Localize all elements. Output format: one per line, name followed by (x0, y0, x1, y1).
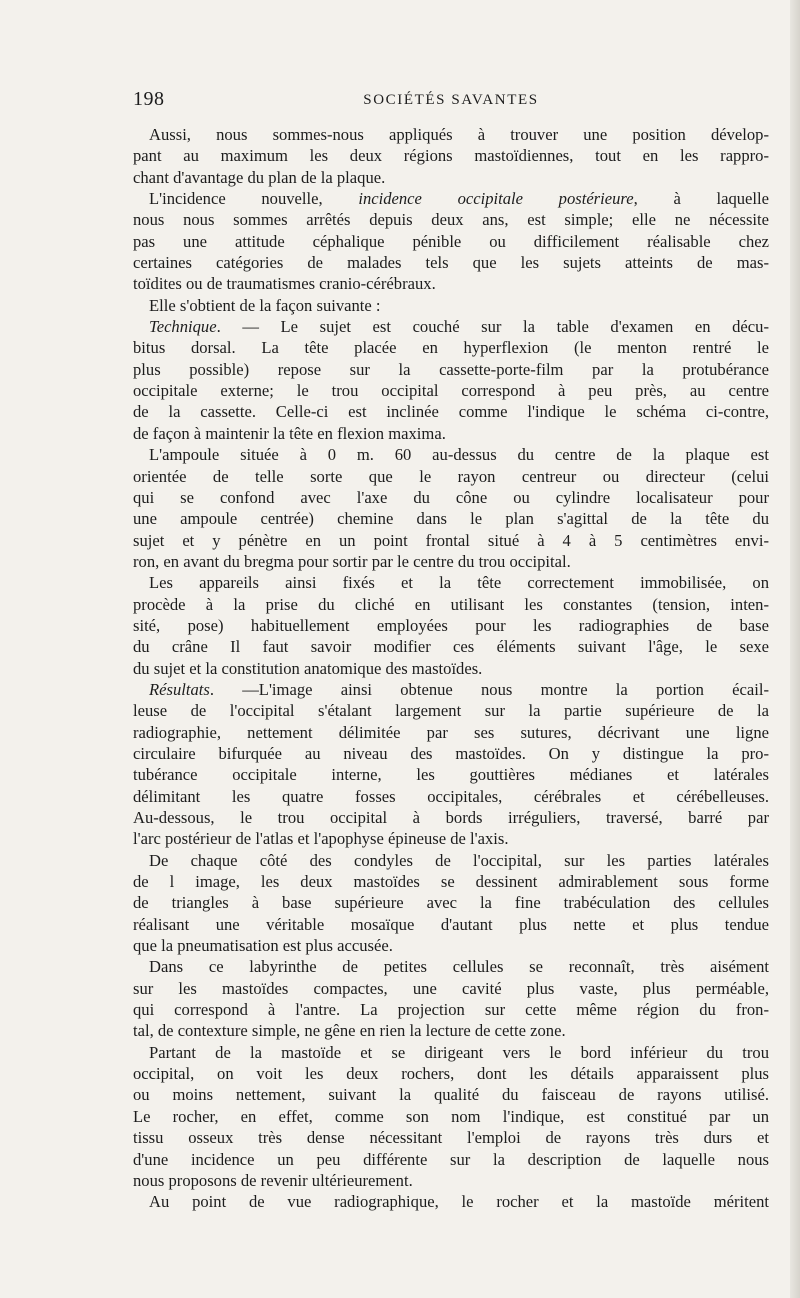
text-line (133, 914, 769, 935)
text-line (133, 423, 769, 444)
text-line (133, 1149, 769, 1170)
text-line (133, 999, 769, 1020)
text-line (133, 252, 769, 273)
text-segment: tissu osseux très dense nécessitant l'emploi de rayons très durs et (133, 1128, 769, 1148)
text-segment: chant d'avantage du plan de la plaque. (133, 167, 386, 187)
text-line (133, 978, 769, 999)
text-line (133, 850, 769, 871)
text-segment: Elle s'obtient de la façon suivante : (149, 295, 381, 315)
text-line (133, 764, 769, 785)
text-line (133, 530, 769, 551)
text-line (133, 615, 769, 636)
text-segment: une ampoule centrée) chemine dans le plan s'agittal de la tête du (133, 509, 769, 529)
text-segment: ou moins nettement, suivant la qualité du faisceau de rayons utilisé. (133, 1085, 769, 1105)
text-segment: Partant de la mastoïde et se dirigeant vers le bord inférieur du trou (149, 1042, 769, 1062)
text-line (133, 828, 769, 849)
text-segment: L'ampoule située à 0 m. 60 au-dessus du centre de la plaque est (149, 445, 769, 465)
text-line (133, 594, 769, 615)
text-segment: certaines catégories de malades tels que les sujets atteints de mas- (133, 253, 769, 273)
text-segment: occipitale externe; le trou occipital correspond à peu près, au centre (133, 381, 769, 401)
text-segment: , à laquelle (633, 189, 769, 209)
page-edge-shadow (790, 0, 800, 1298)
text-line (133, 551, 769, 572)
text-line (133, 807, 769, 828)
text-line (133, 1063, 769, 1084)
text-line (133, 658, 769, 679)
text-segment: délimitant les quatre fosses occipitales, cérébrales et cérébelleuses. (133, 786, 769, 806)
text-line (133, 1170, 769, 1191)
text-segment: ron, en avant du bregma pour sortir par le centre du trou occipital. (133, 551, 571, 571)
text-segment: Le rocher, en effet, comme son nom l'indique, est constitué par un (133, 1106, 769, 1126)
text-segment: qui se confond avec l'axe du cône ou cylindre localisateur pour (133, 487, 769, 507)
text-segment: pant au maximum les deux régions mastoïdiennes, tout en les rappro- (133, 146, 769, 166)
text-line (133, 487, 769, 508)
text-line (133, 316, 769, 337)
text-line (133, 572, 769, 593)
text-line (133, 295, 769, 316)
text-line (133, 359, 769, 380)
text-line (133, 444, 769, 465)
italic-text: Résultats (149, 679, 210, 699)
running-head: SOCIÉTÉS SAVANTES (363, 92, 539, 108)
body-text (133, 124, 769, 1213)
italic-text: Technique (149, 317, 217, 337)
text-line (133, 401, 769, 422)
text-line (133, 337, 769, 358)
text-segment: occipital, on voit les deux rochers, dont les détails apparaissent plus (133, 1064, 769, 1084)
text-segment: qui correspond à l'antre. La projection sur cette même région du fron- (133, 1000, 769, 1020)
text-segment: nous nous sommes arrêtés depuis deux ans, est simple; elle ne nécessite (133, 210, 769, 230)
text-line (133, 1084, 769, 1105)
text-segment: de façon à maintenir la tête en flexion maxima. (133, 423, 446, 443)
text-segment: que la pneumatisation est plus accusée. (133, 936, 393, 956)
text-segment: sur les mastoïdes compactes, une cavité plus vaste, plus perméable, (133, 978, 769, 998)
text-line (133, 679, 769, 700)
text-segment: leuse de l'occipital s'étalant largement sur la partie supérieure de la (133, 701, 769, 721)
text-segment: Au point de vue radiographique, le rocher et la mastoïde méritent (149, 1192, 769, 1212)
text-line (133, 871, 769, 892)
text-segment: Au-dessous, le trou occipital à bords irréguliers, traversé, barré par (133, 808, 769, 827)
page-number: 198 (133, 88, 165, 110)
text-line (133, 466, 769, 487)
text-segment: tubérance occipitale interne, les gouttières médianes et latérales (133, 765, 769, 785)
text-line (133, 1042, 769, 1063)
text-segment: réalisant une véritable mosaïque d'autant plus nette et plus tendue (133, 914, 769, 934)
text-line (133, 167, 769, 188)
text-segment: Dans ce labyrinthe de petites cellules se reconnaît, très aisément (149, 957, 769, 977)
text-line (133, 188, 769, 209)
text-line (133, 231, 769, 252)
text-line (133, 892, 769, 913)
text-line (133, 1127, 769, 1148)
text-segment: d'une incidence un peu différente sur la description de laquelle nous (133, 1149, 769, 1169)
text-segment: De chaque côté des condyles de l'occipital, sur les parties latérales (149, 850, 769, 870)
text-segment: du sujet et la constitution anatomique des mastoïdes. (133, 658, 483, 678)
text-line (133, 935, 769, 956)
text-line (133, 209, 769, 230)
text-segment: L'incidence nouvelle, (149, 189, 359, 209)
text-line (133, 1191, 769, 1212)
italic-text: incidence occipitale postérieure (358, 189, 634, 209)
text-segment: Les appareils ainsi fixés et la tête correctement immobilisée, on (149, 573, 769, 593)
text-segment: plus possible) repose sur la cassette-porte-film par la protubérance (133, 359, 769, 379)
text-line (133, 380, 769, 401)
text-segment: l'arc postérieur de l'atlas et l'apophyse épineuse de l'axis. (133, 829, 509, 849)
text-segment: tal, de contexture simple, ne gêne en rien la lecture de cette zone. (133, 1021, 566, 1041)
text-line (133, 636, 769, 657)
text-segment: Aussi, nous sommes-nous appliqués à trouver une position dévelop- (149, 125, 769, 144)
text-segment: pas une attitude céphalique pénible ou difficilement réalisable chez (133, 231, 769, 251)
text-line (133, 743, 769, 764)
text-segment: nous proposons de revenir ultérieurement. (133, 1170, 413, 1190)
text-line (133, 786, 769, 807)
text-segment: radiographie, nettement délimitée par ses sutures, décrivant une ligne (133, 722, 769, 742)
text-segment: sujet et y pénètre en un point frontal situé à 4 à 5 centimètres envi- (133, 530, 769, 550)
text-line (133, 273, 769, 294)
page-header (133, 84, 769, 118)
text-segment: procède à la prise du cliché en utilisant les constantes (tension, inten- (133, 594, 769, 614)
text-segment: du crâne Il faut savoir modifier ces éléments suivant l'âge, le sexe (133, 637, 769, 657)
text-segment: de triangles à base supérieure avec la fine trabéculation des cellules (133, 893, 769, 913)
text-line (133, 722, 769, 743)
text-line (133, 956, 769, 977)
text-line (133, 124, 769, 145)
text-line (133, 1020, 769, 1041)
text-segment: sité, pose) habituellement employées pour les radiographies de base (133, 615, 769, 635)
text-segment: de la cassette. Celle-ci est inclinée comme l'indique le schéma ci-contre, (133, 402, 769, 422)
text-segment: . — Le sujet est couché sur la table d'examen en décu- (216, 317, 769, 337)
text-segment: toïdites ou de traumatismes cranio-cérébraux. (133, 274, 436, 294)
text-segment: circulaire bifurquée au niveau des mastoïdes. On y distingue la pro- (133, 743, 769, 763)
text-line (133, 1106, 769, 1127)
text-segment: bitus dorsal. La tête placée en hyperflexion (le menton rentré le (133, 338, 769, 358)
text-line (133, 508, 769, 529)
text-segment: orientée de telle sorte que le rayon centreur ou directeur (celui (133, 466, 769, 486)
text-line (133, 145, 769, 166)
text-line (133, 700, 769, 721)
text-segment: de l image, les deux mastoïdes se dessinent admirablement sous forme (133, 872, 769, 892)
text-segment: . —L'image ainsi obtenue nous montre la portion écail- (209, 679, 769, 699)
